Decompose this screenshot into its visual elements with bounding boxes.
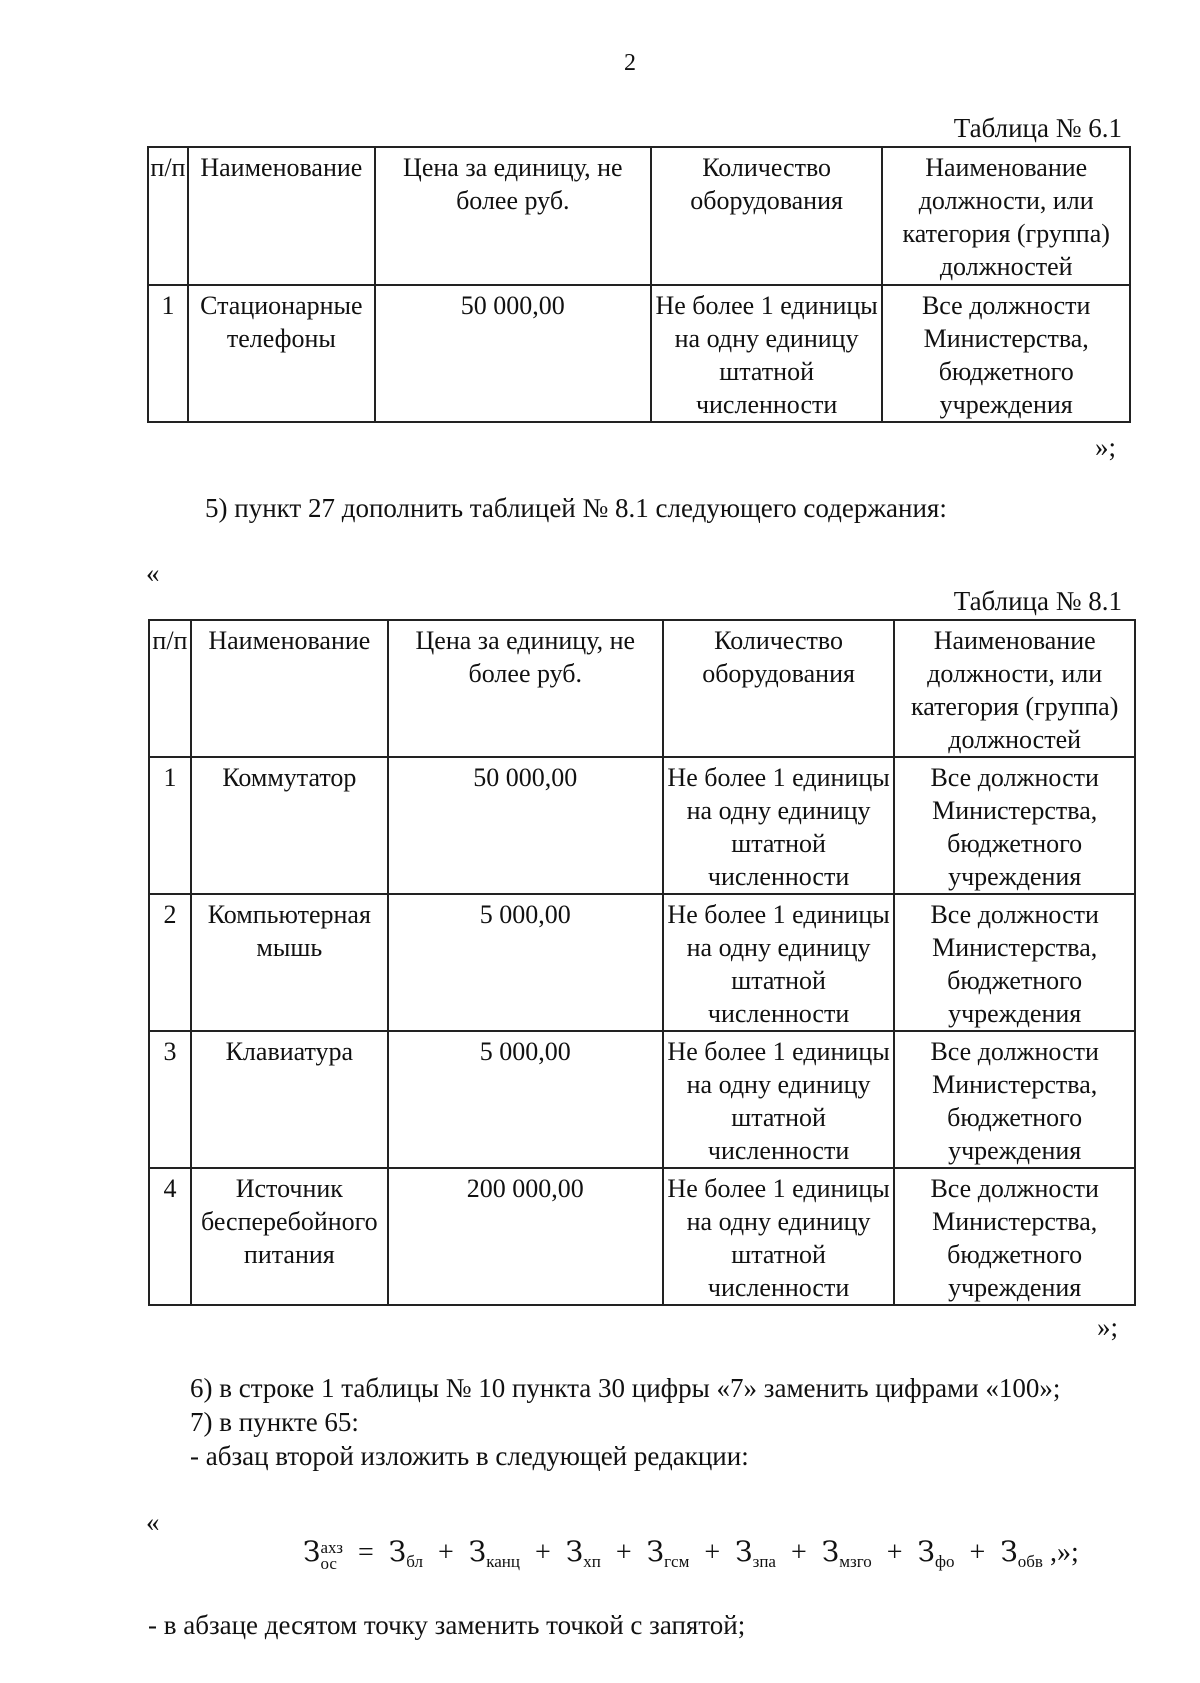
formula-term: гсм <box>664 1552 690 1571</box>
header-cell: Цена за единицу, не более руб. <box>388 620 663 757</box>
table-header-row <box>149 620 1135 757</box>
table-row <box>149 894 1135 1031</box>
opening-quote: « <box>146 558 160 588</box>
table-row <box>149 1031 1135 1168</box>
header-cell: Наименование <box>191 620 388 757</box>
item-name: Коммутатор <box>191 757 388 894</box>
formula-symbol: З <box>468 1535 487 1568</box>
item-7-subparagraph: - абзац второй изложить в следующей редакции: <box>190 1441 749 1471</box>
item-6-paragraph: 6) в строке 1 таблицы № 10 пункта 30 цифры «7» заменить цифрами «100»; <box>190 1373 1061 1403</box>
item-quantity: Не более 1 единицы на одну единицу штатной численности <box>663 1168 895 1305</box>
table-8-1 <box>148 619 1136 1306</box>
item-price: 200 000,00 <box>388 1168 663 1305</box>
item-position: Все должности Министерства, бюджетного учреждения <box>882 285 1130 422</box>
row-number: 4 <box>149 1168 191 1305</box>
item-name: Стационарные телефоны <box>188 285 375 422</box>
item-quantity: Не более 1 единицы на одну единицу штатной численности <box>651 285 883 422</box>
formula-lhs-sub: ос <box>320 1554 337 1573</box>
row-number: 1 <box>148 285 188 422</box>
formula-term: мзго <box>839 1552 872 1571</box>
page-number: 2 <box>624 50 636 76</box>
formula-symbol: З <box>303 1535 321 1568</box>
formula-symbol: З <box>565 1535 584 1568</box>
opening-quote: « <box>146 1507 160 1537</box>
item-quantity: Не более 1 единицы на одну единицу штатной численности <box>663 1031 895 1168</box>
item-price: 50 000,00 <box>375 285 651 422</box>
formula-plus: + <box>969 1537 986 1568</box>
row-number: 2 <box>149 894 191 1031</box>
formula-symbol: З <box>1000 1535 1018 1568</box>
formula-term: бл <box>406 1552 423 1571</box>
formula-lhs-sup: ахз <box>320 1538 343 1557</box>
formula-plus: + <box>437 1537 454 1568</box>
table-row <box>148 285 1130 422</box>
closing-quote: »; <box>1097 1312 1119 1342</box>
formula-plus: + <box>790 1537 807 1568</box>
table-header-row <box>148 147 1130 285</box>
formula-term: хп <box>583 1552 601 1571</box>
header-cell: п/п <box>148 147 188 285</box>
formula-symbol: З <box>388 1535 407 1568</box>
item-price: 5 000,00 <box>388 894 663 1031</box>
item-quantity: Не более 1 единицы на одну единицу штатной численности <box>663 894 895 1031</box>
table-6-1 <box>147 146 1131 423</box>
header-cell: п/п <box>149 620 191 757</box>
formula-term: обв <box>1017 1552 1043 1571</box>
header-cell: Количество оборудования <box>663 620 895 757</box>
item-7-paragraph: 7) в пункте 65: <box>190 1407 359 1437</box>
header-cell: Количество оборудования <box>651 147 883 285</box>
item-5-paragraph: 5) пункт 27 дополнить таблицей № 8.1 следующего содержания: <box>205 493 947 523</box>
formula-lhs-indices <box>320 1540 343 1572</box>
table-8-1-caption: Таблица № 8.1 <box>953 586 1122 616</box>
item-position: Все должности Министерства, бюджетного учреждения <box>894 894 1135 1031</box>
formula-term: зпа <box>752 1552 776 1571</box>
item-price: 50 000,00 <box>388 757 663 894</box>
header-cell: Наименование должности, или категория (группа) должностей <box>882 147 1130 285</box>
formula-equals: = <box>358 1537 374 1568</box>
formula-tail: ,»; <box>1049 1537 1079 1568</box>
cost-formula <box>303 1535 1079 1572</box>
header-cell: Наименование <box>188 147 375 285</box>
item-position: Все должности Министерства, бюджетного учреждения <box>894 1031 1135 1168</box>
table-row <box>149 757 1135 894</box>
row-number: 1 <box>149 757 191 894</box>
item-position: Все должности Министерства, бюджетного учреждения <box>894 757 1135 894</box>
table-row <box>149 1168 1135 1305</box>
formula-symbol: З <box>917 1535 935 1568</box>
formula-symbol: З <box>735 1535 753 1568</box>
item-price: 5 000,00 <box>388 1031 663 1168</box>
formula-symbol: З <box>821 1535 840 1568</box>
formula-plus: + <box>534 1537 551 1568</box>
item-quantity: Не более 1 единицы на одну единицу штатной численности <box>663 757 895 894</box>
closing-quote: »; <box>1095 432 1117 462</box>
formula-plus: + <box>886 1537 903 1568</box>
item-name: Компьютерная мышь <box>191 894 388 1031</box>
last-paragraph: - в абзаце десятом точку заменить точкой с запятой; <box>148 1610 746 1640</box>
table-6-1-caption: Таблица № 6.1 <box>953 113 1122 143</box>
formula-plus: + <box>704 1537 721 1568</box>
item-name: Клавиатура <box>191 1031 388 1168</box>
item-position: Все должности Министерства, бюджетного учреждения <box>894 1168 1135 1305</box>
row-number: 3 <box>149 1031 191 1168</box>
formula-term: канц <box>486 1552 520 1571</box>
header-cell: Наименование должности, или категория (группа) должностей <box>894 620 1135 757</box>
formula-symbol: З <box>646 1535 665 1568</box>
item-name: Источник бесперебойного питания <box>191 1168 388 1305</box>
formula-plus: + <box>615 1537 632 1568</box>
header-cell: Цена за единицу, не более руб. <box>375 147 651 285</box>
formula-term: фо <box>935 1552 955 1571</box>
